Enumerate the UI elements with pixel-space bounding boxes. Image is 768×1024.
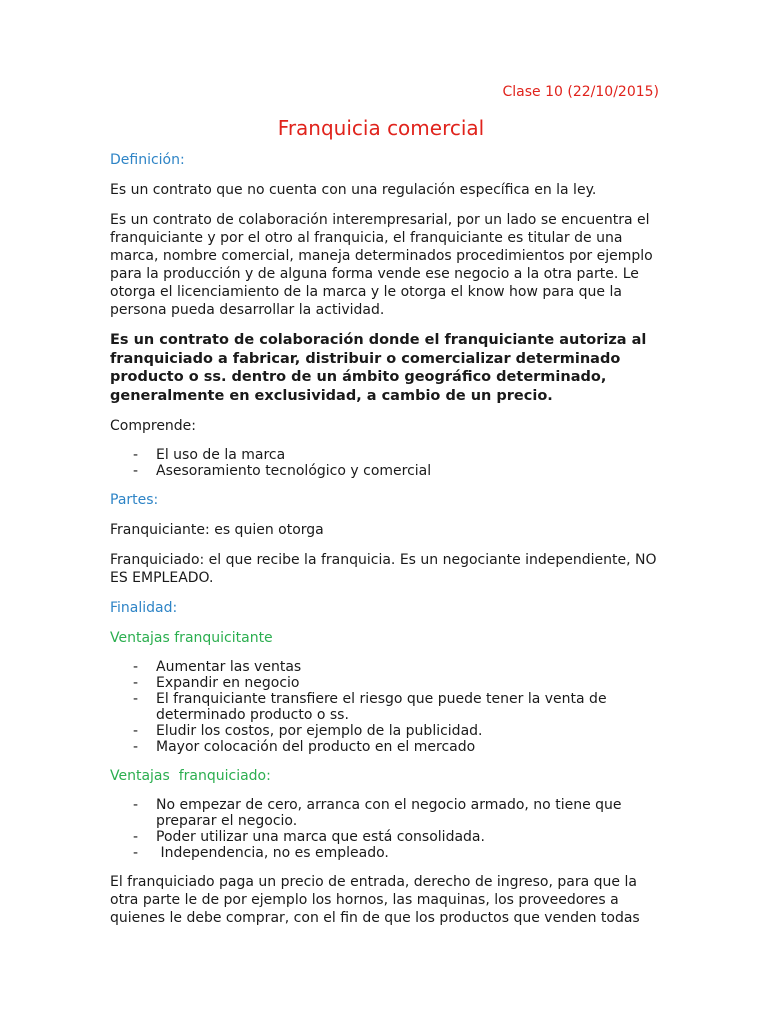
list-item: - El uso de la marca xyxy=(133,447,286,463)
partes-heading: Partes: xyxy=(110,492,159,508)
document-title: Franquicia comercial xyxy=(277,116,485,140)
list-item: - Asesoramiento tecnológico y comercial xyxy=(133,463,432,479)
list-marker: - xyxy=(133,447,139,463)
list-item: - No empezar de cero, arranca con el negocio armado, no tiene que preparar el negocio. xyxy=(133,797,622,829)
document-body xyxy=(110,151,658,939)
comprende-list xyxy=(110,447,658,479)
comprende-label: Comprende: xyxy=(110,418,197,434)
list-marker: - xyxy=(133,797,139,813)
list-item: - Expandir en negocio xyxy=(133,675,300,691)
list-item: - Mayor colocación del producto en el mercado xyxy=(133,739,476,755)
franquiciante-paragraph: Franquiciante: es quien otorga xyxy=(110,522,324,538)
ventajas-franquiciante-heading: Ventajas franquicitante xyxy=(110,630,273,646)
franquiciado-paragraph: Franquiciado: el que recibe la franquicia. Es un negociante independiente, NO ES EMPLEADO. xyxy=(110,552,657,586)
list-marker: - xyxy=(133,659,139,675)
definicion-bold-paragraph: Es un contrato de colaboración donde el franquiciante autoriza al franquiciado a fabricar, distribuir o comercializar determinado producto o ss. dentro de un ámbito geográfico determinado, generalmente en exclusividad, a cambio de un precio. xyxy=(110,332,647,404)
list-marker: - xyxy=(133,829,139,845)
list-marker: - xyxy=(133,691,139,707)
list-marker: - xyxy=(133,723,139,739)
ventajas-franquiciado-heading: Ventajas franquiciado: xyxy=(110,768,271,784)
closing-paragraph: El franquiciado paga un precio de entrada, derecho de ingreso, para que la otra parte le de por ejemplo los hornos, las maquinas, los proveedores a quienes le debe comprar, con el fin de que los productos que venden todas xyxy=(110,874,640,926)
list-item: - Poder utilizar una marca que está consolidada. xyxy=(133,829,485,845)
finalidad-heading: Finalidad: xyxy=(110,600,178,616)
list-item: - El franquiciante transfiere el riesgo que puede tener la venta de determinado producto o ss. xyxy=(133,691,607,723)
ventajas-franquiciante-list xyxy=(110,659,658,755)
list-item: - Independencia, no es empleado. xyxy=(133,845,389,861)
list-marker: - xyxy=(133,463,139,479)
definicion-paragraph-2: Es un contrato de colaboración interempresarial, por un lado se encuentra el franquiciante y por el otro al franquicia, el franquiciante es titular de una marca, nombre comercial, maneja determinados procedimientos por ejemplo para la producción y de alguna forma vende ese negocio a la otra parte. Le otorga el licenciamiento de la marca y le otorga el know how para que la persona pueda desarrollar la actividad. xyxy=(110,212,653,318)
list-marker: - xyxy=(133,845,139,861)
ventajas-franquiciado-list xyxy=(110,797,658,861)
list-item: - Eludir los costos, por ejemplo de la publicidad. xyxy=(133,723,483,739)
list-item: - Aumentar las ventas xyxy=(133,659,302,675)
class-date: Clase 10 (22/10/2015) xyxy=(502,84,659,100)
list-marker: - xyxy=(133,675,139,691)
list-marker: - xyxy=(133,739,139,755)
definicion-paragraph-1: Es un contrato que no cuenta con una regulación específica en la ley. xyxy=(110,182,597,198)
definicion-heading: Definición: xyxy=(110,152,185,168)
